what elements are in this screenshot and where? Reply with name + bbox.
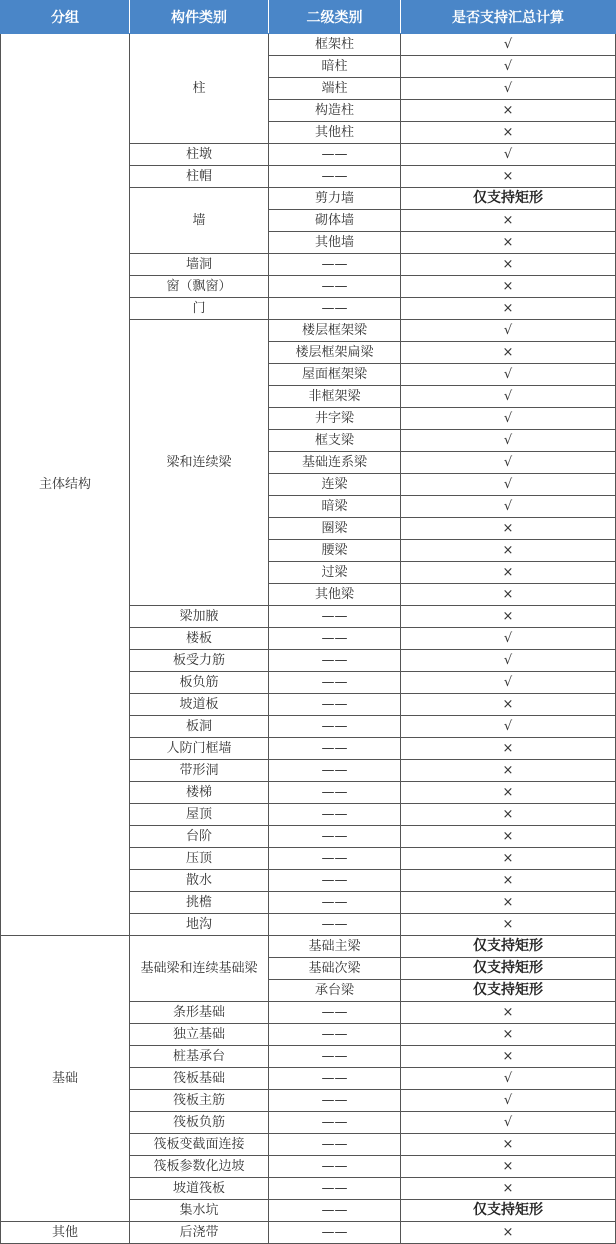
- support-cell: ×: [401, 100, 616, 122]
- support-cell: ×: [401, 760, 616, 782]
- subtype-cell: 基础连系梁: [269, 452, 401, 474]
- support-cell: ×: [401, 782, 616, 804]
- support-cell: ×: [401, 892, 616, 914]
- support-cell: 仅支持矩形: [401, 936, 616, 958]
- support-cell: ×: [401, 1222, 616, 1244]
- subtype-cell: ——: [269, 782, 401, 804]
- component-cell: 柱墩: [130, 144, 269, 166]
- support-cell: 仅支持矩形: [401, 188, 616, 210]
- support-cell: ×: [401, 1046, 616, 1068]
- group-cell: 其他: [1, 1222, 130, 1244]
- component-cell: 柱帽: [130, 166, 269, 188]
- component-cell: 台阶: [130, 826, 269, 848]
- subtype-cell: ——: [269, 738, 401, 760]
- support-cell: ×: [401, 694, 616, 716]
- support-cell: √: [401, 650, 616, 672]
- support-cell: √: [401, 430, 616, 452]
- support-cell: ×: [401, 848, 616, 870]
- subtype-cell: ——: [269, 1024, 401, 1046]
- subtype-cell: ——: [269, 694, 401, 716]
- group-cell: 基础: [1, 936, 130, 1222]
- support-cell: ×: [401, 870, 616, 892]
- subtype-cell: 暗梁: [269, 496, 401, 518]
- support-cell: √: [401, 716, 616, 738]
- component-cell: 梁加腋: [130, 606, 269, 628]
- subtype-cell: ——: [269, 1200, 401, 1222]
- component-cell: 楼梯: [130, 782, 269, 804]
- header-row: [1, 1, 616, 34]
- support-cell: ×: [401, 254, 616, 276]
- component-cell: 桩基承台: [130, 1046, 269, 1068]
- header-component: 构件类别: [130, 1, 269, 34]
- support-cell: ×: [401, 298, 616, 320]
- support-cell: ×: [401, 606, 616, 628]
- component-cell: 屋顶: [130, 804, 269, 826]
- subtype-cell: ——: [269, 914, 401, 936]
- table-body: [1, 34, 616, 1244]
- subtype-cell: ——: [269, 804, 401, 826]
- support-cell: √: [401, 364, 616, 386]
- subtype-cell: ——: [269, 892, 401, 914]
- component-cell: 筏板参数化边坡: [130, 1156, 269, 1178]
- subtype-cell: ——: [269, 144, 401, 166]
- subtype-cell: 楼层框架梁: [269, 320, 401, 342]
- subtype-cell: 框支梁: [269, 430, 401, 452]
- support-cell: √: [401, 386, 616, 408]
- component-cell: 条形基础: [130, 1002, 269, 1024]
- support-cell: √: [401, 408, 616, 430]
- support-cell: √: [401, 34, 616, 56]
- component-cell: 柱: [130, 34, 269, 144]
- support-cell: ×: [401, 232, 616, 254]
- table-row: [1, 34, 616, 56]
- subtype-cell: ——: [269, 1002, 401, 1024]
- support-cell: ×: [401, 342, 616, 364]
- subtype-cell: ——: [269, 606, 401, 628]
- subtype-cell: 圈梁: [269, 518, 401, 540]
- subtype-cell: ——: [269, 1090, 401, 1112]
- support-cell: 仅支持矩形: [401, 958, 616, 980]
- subtype-cell: ——: [269, 298, 401, 320]
- support-cell: ×: [401, 1002, 616, 1024]
- support-cell: ×: [401, 540, 616, 562]
- header-group: 分组: [1, 1, 130, 34]
- subtype-cell: ——: [269, 276, 401, 298]
- component-cell: 集水坑: [130, 1200, 269, 1222]
- subtype-cell: 构造柱: [269, 100, 401, 122]
- component-cell: 楼板: [130, 628, 269, 650]
- component-cell: 墙: [130, 188, 269, 254]
- header-support: 是否支持汇总计算: [401, 1, 616, 34]
- table-row: [1, 1222, 616, 1244]
- component-cell: 墙洞: [130, 254, 269, 276]
- subtype-cell: 楼层框架扁梁: [269, 342, 401, 364]
- support-cell: ×: [401, 518, 616, 540]
- support-cell: √: [401, 452, 616, 474]
- component-cell: 独立基础: [130, 1024, 269, 1046]
- subtype-cell: 基础次梁: [269, 958, 401, 980]
- component-cell: 坡道筏板: [130, 1178, 269, 1200]
- support-cell: √: [401, 628, 616, 650]
- support-cell: √: [401, 1112, 616, 1134]
- table-header: [1, 1, 616, 34]
- subtype-cell: 端柱: [269, 78, 401, 100]
- subtype-cell: ——: [269, 716, 401, 738]
- subtype-cell: ——: [269, 870, 401, 892]
- group-cell: 主体结构: [1, 34, 130, 936]
- subtype-cell: 剪力墙: [269, 188, 401, 210]
- support-cell: √: [401, 496, 616, 518]
- support-cell: ×: [401, 804, 616, 826]
- subtype-cell: 砌体墙: [269, 210, 401, 232]
- subtype-cell: 屋面框架梁: [269, 364, 401, 386]
- subtype-cell: ——: [269, 848, 401, 870]
- support-cell: ×: [401, 166, 616, 188]
- support-cell: √: [401, 320, 616, 342]
- subtype-cell: ——: [269, 672, 401, 694]
- support-cell: 仅支持矩形: [401, 1200, 616, 1222]
- support-cell: ×: [401, 914, 616, 936]
- subtype-cell: 连梁: [269, 474, 401, 496]
- support-cell: √: [401, 474, 616, 496]
- component-cell: 板受力筋: [130, 650, 269, 672]
- support-cell: ×: [401, 1156, 616, 1178]
- support-cell: ×: [401, 1024, 616, 1046]
- support-cell: ×: [401, 826, 616, 848]
- subtype-cell: ——: [269, 254, 401, 276]
- component-cell: 筏板主筋: [130, 1090, 269, 1112]
- support-cell: √: [401, 78, 616, 100]
- subtype-cell: ——: [269, 1046, 401, 1068]
- subtype-cell: 暗柱: [269, 56, 401, 78]
- subtype-cell: ——: [269, 1222, 401, 1244]
- table-row: [1, 936, 616, 958]
- component-cell: 人防门框墙: [130, 738, 269, 760]
- component-cell: 带形洞: [130, 760, 269, 782]
- header-subtype: 二级类别: [269, 1, 401, 34]
- support-cell: √: [401, 1068, 616, 1090]
- component-cell: 板负筋: [130, 672, 269, 694]
- support-cell: ×: [401, 276, 616, 298]
- component-cell: 筏板负筋: [130, 1112, 269, 1134]
- component-cell: 梁和连续梁: [130, 320, 269, 606]
- subtype-cell: 井字梁: [269, 408, 401, 430]
- subtype-cell: ——: [269, 1112, 401, 1134]
- component-cell: 挑檐: [130, 892, 269, 914]
- subtype-cell: 框架柱: [269, 34, 401, 56]
- support-cell: ×: [401, 1134, 616, 1156]
- support-cell: 仅支持矩形: [401, 980, 616, 1002]
- support-cell: ×: [401, 1178, 616, 1200]
- subtype-cell: ——: [269, 1178, 401, 1200]
- support-cell: ×: [401, 210, 616, 232]
- subtype-cell: 腰梁: [269, 540, 401, 562]
- component-cell: 筏板基础: [130, 1068, 269, 1090]
- subtype-cell: ——: [269, 1134, 401, 1156]
- subtype-cell: ——: [269, 1156, 401, 1178]
- subtype-cell: 其他墙: [269, 232, 401, 254]
- component-cell: 窗（飘窗）: [130, 276, 269, 298]
- subtype-cell: ——: [269, 826, 401, 848]
- subtype-cell: 其他梁: [269, 584, 401, 606]
- component-cell: 基础梁和连续基础梁: [130, 936, 269, 1002]
- support-cell: √: [401, 144, 616, 166]
- component-cell: 门: [130, 298, 269, 320]
- component-cell: 压顶: [130, 848, 269, 870]
- subtype-cell: ——: [269, 760, 401, 782]
- support-cell: √: [401, 56, 616, 78]
- support-cell: ×: [401, 584, 616, 606]
- component-cell: 后浇带: [130, 1222, 269, 1244]
- component-cell: 散水: [130, 870, 269, 892]
- support-cell: ×: [401, 738, 616, 760]
- subtype-cell: ——: [269, 166, 401, 188]
- component-cell: 筏板变截面连接: [130, 1134, 269, 1156]
- subtype-cell: 承台梁: [269, 980, 401, 1002]
- support-cell: √: [401, 672, 616, 694]
- subtype-cell: 其他柱: [269, 122, 401, 144]
- support-cell: ×: [401, 122, 616, 144]
- subtype-cell: 过梁: [269, 562, 401, 584]
- component-cell: 坡道板: [130, 694, 269, 716]
- subtype-cell: 非框架梁: [269, 386, 401, 408]
- subtype-cell: ——: [269, 650, 401, 672]
- subtype-cell: 基础主梁: [269, 936, 401, 958]
- component-cell: 地沟: [130, 914, 269, 936]
- subtype-cell: ——: [269, 628, 401, 650]
- subtype-cell: ——: [269, 1068, 401, 1090]
- support-cell: ×: [401, 562, 616, 584]
- component-cell: 板洞: [130, 716, 269, 738]
- support-cell: √: [401, 1090, 616, 1112]
